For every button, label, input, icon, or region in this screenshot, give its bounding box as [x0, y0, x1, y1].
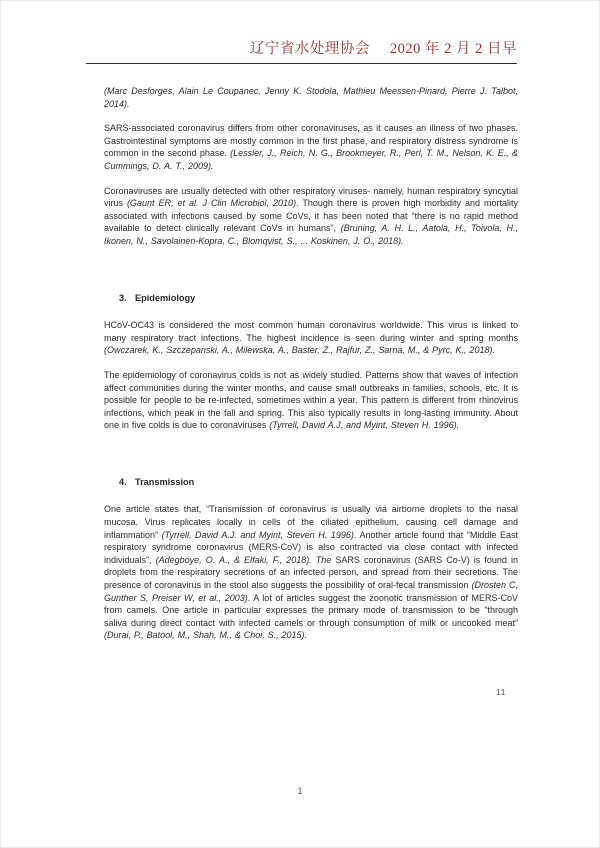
- citation-text: (Bruning, A. H. L., Aatola, H., Toivola, H., Ikonen, N., Savolainen-Kopra, C., Blomqvist, S., ... Koskinen, J. O., 2018).: [104, 223, 518, 246]
- citation-text: (Durai, P., Batool, M., Shah, M., & Choi, S., 2015).: [104, 630, 308, 641]
- body-text: SARS-associated coronavirus differs from other coronaviruses, as it causes an illness of two phases. Gastrointestinal symptoms are mostly common in the first phase, and respiratory distress syndrome is common in the second phase.: [104, 123, 518, 159]
- section-heading: [119, 292, 518, 305]
- header-org-name: 辽宁省水处理协会: [249, 41, 370, 57]
- citation-text: (Adegboye, O. A., & Elfaki, F., 2018). The: [155, 554, 336, 565]
- body-text: HCoV-OC43 is considered the most common human coronavirus worldwide. This virus is linked to many respiratory tract infections. The highest incidence is seen during winter and spring months: [104, 320, 518, 343]
- body-text: Coronaviruses are usually detected with other respiratory viruses- namely, human respiratory syncytial virus: [104, 185, 518, 209]
- section-heading: [119, 476, 518, 489]
- citation-text: (Lessler, J., Reich, N. G., Brookmeyer, R., Perl, T. M., Nelson, K. E., & Cummings, D. A. T., 2009).: [104, 148, 518, 171]
- page-header: [86, 37, 517, 64]
- header-date: 2020 年 2 月 2 日早: [389, 41, 517, 57]
- body-text: . Another article found that “Middle East respiratory syndrome coronavirus (MERS-CoV) is also contracted via close contact with infected individuals”,: [104, 529, 518, 565]
- citation-text: (Tyrrell, David A.J. and Myint, Steven H. 1996).: [269, 420, 460, 431]
- paragraph: [104, 369, 518, 432]
- section-number: 3.: [119, 292, 127, 303]
- section-label: Transmission: [135, 476, 195, 487]
- body-text: . Though there is proven high morbidity and mortality associated with infections caused by some CoVs, it has been noted that “there is no rapid method available to detect clinically relevant CoVs in humans”,: [104, 198, 519, 234]
- body-text: SARS coronavirus (SARS Co-V) is found in droplets from the respiratory secretions of an infected person, and spread from their secretions. The presence of coronavirus in the stool also suggests the possibility of oral-fecal transmission: [104, 554, 518, 591]
- inner-page-number: 11: [496, 688, 507, 697]
- document-body: [104, 85, 518, 654]
- section-label: Epidemiology: [135, 292, 196, 303]
- paragraph: [104, 85, 518, 110]
- body-text: The epidemiology of coronavirus colds is not as widely studied. Patterns show that waves of infection affect communities during the winter months, and cause small outbreaks in families, schools, etc. It is possible for people to be re-infected, sometimes within a year. This pattern is different from rhinovirus infections, which peak in the fall and spring. This also typically results in long-lasting immunity. About one in five colds is due to coronaviruses: [104, 369, 518, 431]
- citation-text: (Tyrrell, David A.J. and Myint, Steven H. 1996): [161, 529, 354, 540]
- body-text: One article states that, “Transmission of coronavirus is usually via airborne droplets to the nasal mucosa. Virus replicates locally in cells of the ciliated epithelium, causing cell damage and inflammation”: [104, 504, 518, 540]
- citation-text: (Gaunt ER, et al. J Clin Microbiol, 2010): [127, 198, 297, 209]
- paragraph: [104, 319, 518, 357]
- citation-text: (Owczarek, K., Szczepanski, A., Milewska, A., Baster, Z., Rajfur, Z., Sarna, M., & Pyrc, K., 2018).: [104, 345, 495, 356]
- outer-page-number: 1: [297, 786, 303, 796]
- citation-text: (Marc Desforges, Alain Le Coupanec, Jenny K. Stodola, Mathieu Meessen-Pinard, Pierre J. Talbot, 2014).: [104, 86, 518, 109]
- section-number: 4.: [119, 476, 127, 487]
- body-text: . A lot of articles suggest the zoonotic transmission of MERS-CoV from camels. One article in particular expresses the primary mode of transmission to be “through saliva during direct contact with infected camels or through consumption of milk or uncooked meat”: [104, 592, 518, 628]
- paragraph: [104, 122, 518, 172]
- paragraph: [104, 185, 518, 248]
- citation-text: (Drosten C, Gunther S, Preiser W, et al., 2003): [104, 580, 518, 603]
- paragraph: [104, 503, 518, 642]
